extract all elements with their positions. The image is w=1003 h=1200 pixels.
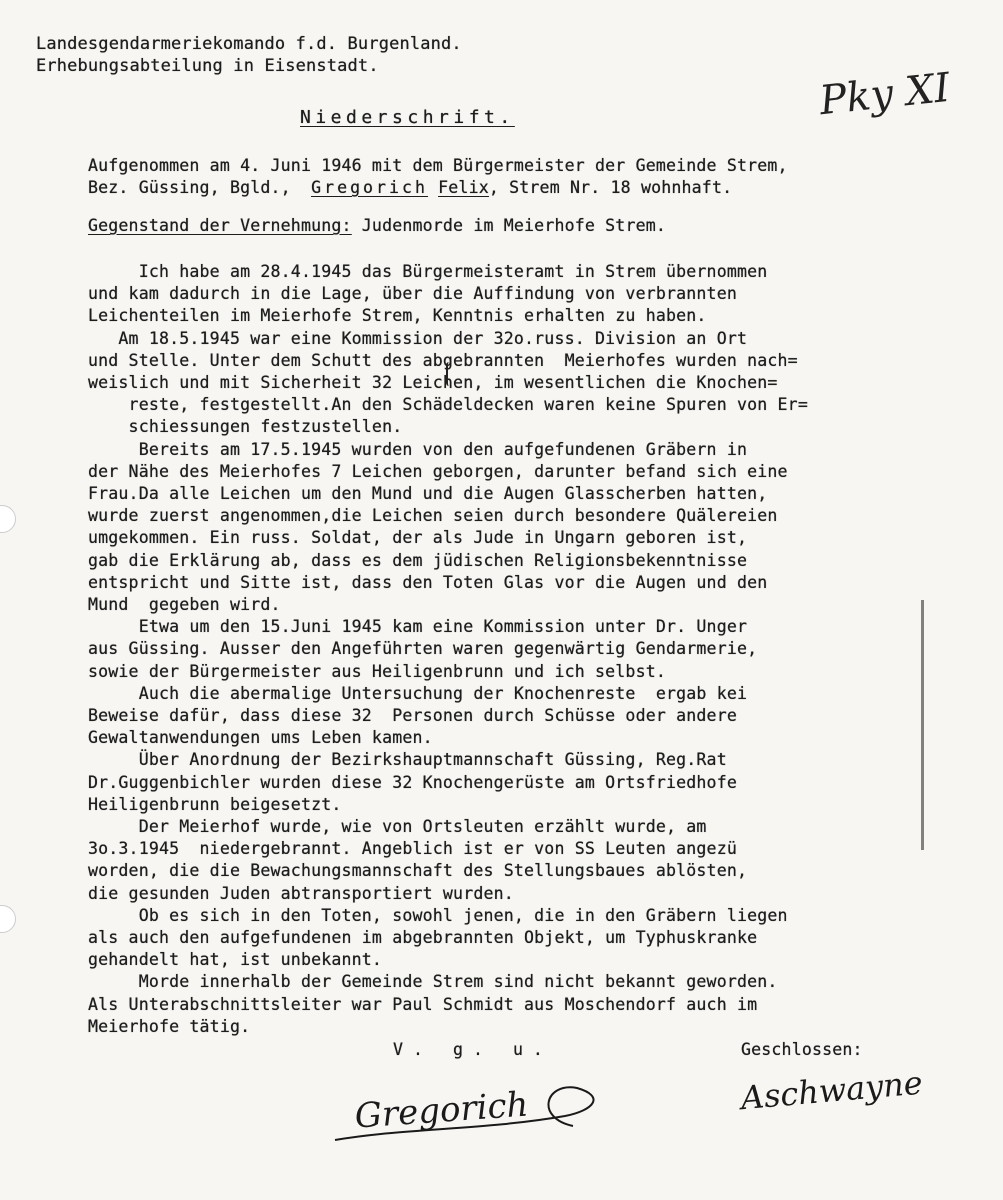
body-line: Am 18.5.1945 war eine Kommission der 32o.russ. Division an Ort — [88, 328, 748, 348]
body-line: Etwa um den 15.Juni 1945 kam eine Kommission unter Dr. Unger — [88, 617, 748, 637]
body-line: und Stelle. Unter dem Schutt des abgebrannten Meierhofes wurden nach= — [88, 350, 798, 370]
signature-left-text: Gregorich — [353, 1084, 530, 1137]
body-line: Gewaltanwendungen ums Leben kamen. — [88, 728, 433, 748]
body-line: Morde innerhalb der Gemeinde Strem sind nicht bekannt geworden. — [88, 972, 778, 992]
margin-bracket — [446, 362, 454, 386]
body-line: als auch den aufgefundenen im abgebrannten Objekt, um Typhuskranke — [88, 928, 758, 947]
body-line: Ob es sich in den Toten, sowohl jenen, die in den Gräbern liegen — [88, 905, 788, 925]
body-line: entspricht und Sitte ist, dass den Toten Glas vor die Augen und den — [88, 572, 768, 592]
body-line: Heiligenbrunn beigesetzt. — [88, 794, 342, 814]
subject-label: Gegenstand der Vernehmung: — [88, 216, 352, 235]
signature-right — [735, 1060, 935, 1130]
person-surname: Gregorich — [311, 178, 429, 197]
header-line-1: Landesgendarmeriekomando f.d. Burgenland. — [36, 34, 462, 54]
margin-mark — [921, 600, 924, 850]
body-line: der Nähe des Meierhofes 7 Leichen geborgen, darunter befand sich eine — [88, 461, 788, 481]
body-line: reste, festgestellt.An den Schädeldecken waren keine Spuren von Er= — [88, 395, 808, 415]
body-line: Ich habe am 28.4.1945 das Bürgermeisteramt in Strem übernommen — [88, 262, 768, 281]
header-line-2: Erhebungsabteilung in Eisenstadt. — [36, 56, 379, 76]
body-line: Über Anordnung der Bezirkshauptmannschaft Güssing, Reg.Rat — [88, 750, 727, 770]
signature-right-text: Aschwayne — [739, 1063, 925, 1118]
punch-hole — [0, 905, 16, 933]
intro-line-1: Aufgenommen am 4. Juni 1946 mit dem Bürgermeister der Gemeinde Strem, — [88, 156, 788, 175]
body-line: Bereits am 17.5.1945 wurden von den aufgefundenen Gräbern in — [88, 439, 748, 459]
body-line: Meierhofe tätig. — [88, 1016, 251, 1036]
body-line: worden, die die Bewachungsmannschaft des Stellungsbaues ablösten, — [88, 861, 748, 881]
punch-hole — [0, 505, 16, 533]
body-line: gehandelt hat, ist unbekannt. — [88, 950, 383, 970]
body-line: Leichenteilen im Meierhofe Strem, Kenntnis erhalten zu haben. — [88, 306, 707, 326]
signature-left — [315, 1070, 615, 1160]
annotation-text: Pky XI — [817, 64, 953, 125]
intro-line-2-end: , Strem Nr. 18 wohnhaft. — [488, 178, 733, 197]
body-line: Als Unterabschnittsleiter war Paul Schmidt aus Moschendorf auch im — [88, 994, 758, 1014]
body-line: 3o.3.1945 niedergebrannt. Angeblich ist er von SS Leuten angezü — [88, 839, 737, 859]
body-line: weislich und mit Sicherheit 32 Leichen, im wesentlichen die Knochen= — [88, 373, 778, 392]
subject-value: Judenmorde im Meierhofe Strem. — [361, 216, 667, 235]
person-firstname: Felix — [438, 178, 489, 197]
document-title: Niederschrift. — [300, 107, 515, 128]
body-line: wurde zuerst angenommen,die Leichen seien durch besondere Quälereien — [88, 506, 778, 526]
intro-line-2-start: Bez. Güssing, Bgld., — [88, 178, 291, 197]
body-line: die gesunden Juden abtransportiert wurden. — [88, 883, 514, 903]
handwritten-annotation — [810, 45, 970, 150]
body-line: Der Meierhof wurde, wie von Ortsleuten erzählt wurde, am — [88, 817, 707, 836]
body-line: Beweise dafür, dass diese 32 Personen durch Schüsse oder andere — [88, 706, 737, 725]
body-line: Auch die abermalige Untersuchung der Knochenreste ergab kei — [88, 683, 748, 703]
body-line: aus Güssing. Ausser den Angeführten waren gegenwärtig Gendarmerie, — [88, 639, 758, 659]
body-line: Mund gegeben wird. — [88, 595, 281, 614]
body-line: Frau.Da alle Leichen um den Mund und die Augen Glasscherben hatten, — [88, 484, 768, 503]
body-line: sowie der Bürgermeister aus Heiligenbrunn und ich selbst. — [88, 661, 666, 681]
body-line: umgekommen. Ein russ. Soldat, der als Jude in Ungarn geboren ist, — [88, 528, 748, 548]
body-line: und kam dadurch in die Lage, über die Auffindung von verbrannten — [88, 284, 737, 304]
body-line: gab die Erklärung ab, dass es dem jüdischen Religionsbekenntnisse — [88, 550, 748, 570]
intro-line-2 — [88, 178, 732, 198]
closing-left-label: V. g. u. — [393, 1040, 553, 1059]
closing-right-label: Geschlossen: — [741, 1040, 863, 1059]
body-line: Dr.Guggenbichler wurden diese 32 Knochengerüste am Ortsfriedhofe — [88, 772, 737, 792]
body-line: schiessungen festzustellen. — [88, 417, 403, 437]
subject-line — [88, 216, 666, 236]
